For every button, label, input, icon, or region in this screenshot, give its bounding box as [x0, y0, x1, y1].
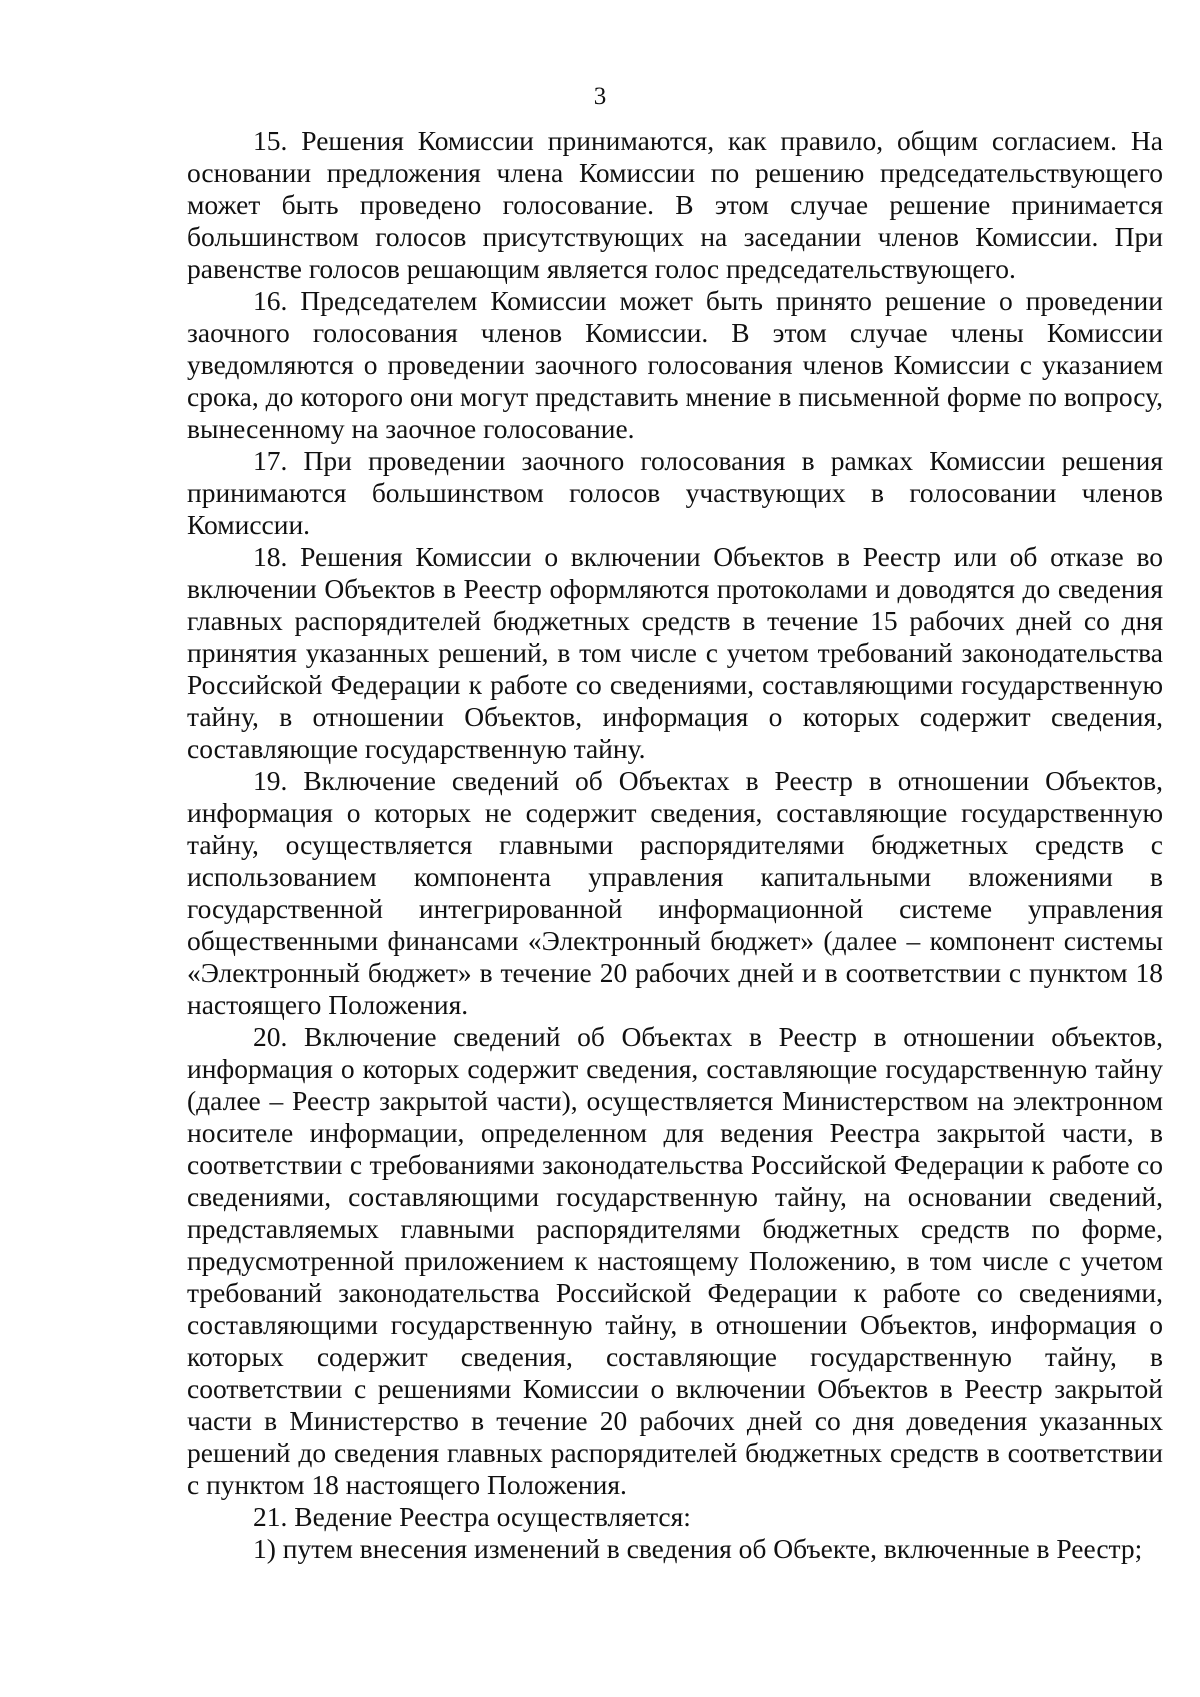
paragraph-16: 16. Председателем Комиссии может быть принято решение о проведении заочного голосования членов Комиссии. В этом случае члены Комиссии уведомляются о проведении заочного голосования членов Комиссии с указанием срока, до которого они могут представить мнение в письменной форме по вопросу, вынесенному на заочное голосование. — [187, 285, 1163, 444]
document-body — [187, 125, 1163, 1565]
paragraph-19: 19. Включение сведений об Объектах в Реестр в отношении Объектов, информация о которых не содержит сведения, составляющие государственную тайну, осуществляется главными распорядителями бюджетных средств с использованием компонента управления капитальными вложениями в государственной интегрированной информационной системе управления общественными финансами «Электронный бюджет» (далее – компонент системы «Электронный бюджет» в течение 20 рабочих дней и в соответствии с пунктом 18 настоящего Положения. — [187, 765, 1163, 1020]
paragraph-20: 20. Включение сведений об Объектах в Реестр в отношении объектов, информация о которых содержит сведения, составляющие государственную тайну (далее – Реестр закрытой части), осуществляется Министерством на электронном носителе информации, определенном для ведения Реестра закрытой части, в соответствии с требованиями законодательства Российской Федерации к работе со сведениями, составляющими государственную тайну, на основании сведений, представляемых главными распорядителями бюджетных средств по форме, предусмотренной приложением к настоящему Положению, в том числе с учетом требований законодательства Российской Федерации к работе со сведениями, составляющими государственную тайну, в отношении Объектов, информация о которых содержит сведения, составляющие государственную тайну, в соответствии с решениями Комиссии о включении Объектов в Реестр закрытой части в Министерство в течение 20 рабочих дней со дня доведения указанных решений до сведения главных распорядителей бюджетных средств в соответствии с пунктом 18 настоящего Положения. — [187, 1021, 1163, 1500]
paragraph-21: 21. Ведение Реестра осуществляется: — [253, 1501, 691, 1532]
page-number: 3 — [593, 83, 607, 110]
paragraph-15: 15. Решения Комиссии принимаются, как правило, общим согласием. На основании предложения члена Комиссии по решению председательствующего может быть проведено голосование. В этом случае решение принимается большинством голосов присутствующих на заседании членов Комиссии. При равенстве голосов решающим является голос председательствующего. — [187, 125, 1163, 284]
paragraph-17: 17. При проведении заочного голосования в рамках Комиссии решения принимаются большинством голосов участвующих в голосовании членов Комиссии. — [187, 445, 1163, 540]
paragraph-21-item-1: 1) путем внесения изменений в сведения об Объекте, включенные в Реестр; — [253, 1533, 1143, 1564]
paragraph-18: 18. Решения Комиссии о включении Объектов в Реестр или об отказе во включении Объектов в Реестр оформляются протоколами и доводятся до сведения главных распорядителей бюджетных средств в течение 15 рабочих дней со дня принятия указанных решений, в том числе с учетом требований законодательства Российской Федерации к работе со сведениями, составляющими государственную тайну, в отношении Объектов, информация о которых содержит сведения, составляющие государственную тайну. — [187, 541, 1163, 764]
